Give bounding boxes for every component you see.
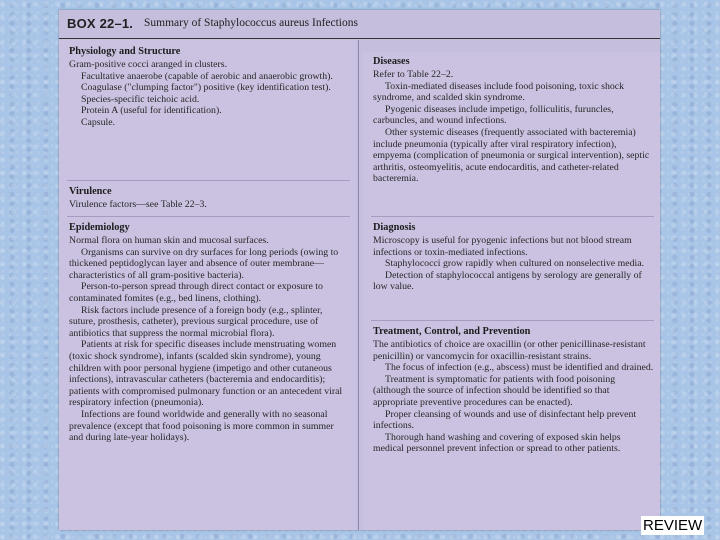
epidemiology-section — [69, 222, 350, 444]
treatment-section — [373, 326, 654, 455]
epidemiology-line: Normal flora on human skin and mucosal surfaces. — [69, 235, 269, 246]
epidemiology-line: Organisms can survive on dry surfaces for long periods (owing to thickened peptidoglycan layer and absence of outer membrane—characteristics of all gram-positive bacteria). — [69, 246, 339, 281]
treatment-line: Treatment is symptomatic for patients with food poisoning (although the source of infection should be identified so that appropriate preventive procedures can be enacted). — [373, 373, 616, 408]
diseases-line: Toxin-mediated diseases include food poisoning, toxic shock syndrome, and scalded skin syndrome. — [373, 80, 625, 104]
diagnosis-section — [373, 222, 654, 293]
physiology-line: Capsule. — [81, 116, 116, 128]
diseases-line: Refer to Table 22–2. — [373, 69, 454, 80]
physiology-line: Species-specific teichoic acid. — [81, 93, 200, 105]
epidemiology-line: Risk factors include presence of a foreign body (e.g., splinter, suture, prosthesis, catheter), previous surgical procedure, use of antibiotics that suppress the normal microbial flora). — [69, 304, 323, 339]
treatment-heading: Treatment, Control, and Prevention — [373, 326, 531, 337]
section-divider — [67, 180, 350, 181]
diseases-section — [373, 56, 654, 185]
left-column — [59, 40, 356, 530]
virulence-line: Virulence factors—see Table 22–3. — [69, 199, 207, 210]
physiology-line: Facultative anaerobe (capable of aerobic and anaerobic growth). — [81, 70, 333, 82]
physiology-section — [69, 46, 350, 129]
column-divider — [358, 40, 359, 530]
box-label: BOX 22–1. — [67, 16, 134, 31]
treatment-line: Thorough hand washing and covering of exposed skin helps medical personnel prevent infection or spread to other patients. — [373, 431, 621, 455]
diseases-line: Other systemic diseases (frequently associated with bacteremia) include pneumonia (typically after viral respiratory infection), empyema (complication of pneumonia or surgical intervention), septic arthritis, osteomyelitis, acute endocarditis, and catheter-related bacteremia. — [373, 126, 650, 185]
epidemiology-line: Infections are found worldwide and generally with no seasonal prevalence (except that food poisoning is more common in summer and during late-year holidays). — [69, 408, 334, 444]
treatment-line: Proper cleansing of wounds and use of disinfectant help prevent infections. — [373, 408, 637, 432]
diagnosis-line: Detection of staphylococcal antigens by serology are generally of low value. — [373, 269, 642, 293]
box-title: Summary of Staphylococcus aureus Infections — [144, 17, 358, 29]
virulence-section — [69, 186, 350, 211]
virulence-heading: Virulence — [69, 186, 112, 197]
box-header — [59, 10, 660, 39]
review-label[interactable]: REVIEW — [643, 517, 703, 534]
diseases-line: Pyogenic diseases include impetigo, folliculitis, furuncles, carbuncles, and wound infections. — [373, 103, 614, 127]
diagnosis-heading: Diagnosis — [373, 222, 416, 233]
section-divider — [67, 216, 350, 217]
treatment-line: The antibiotics of choice are oxacillin (or other penicillinase-resistant penicillin) or vancomycin for oxacillin-resistant strains. — [373, 339, 646, 362]
physiology-line: Gram-positive cocci aranged in clusters. — [69, 59, 228, 70]
physiology-line: Coagulase ("clumping factor") positive (key identification test). — [81, 82, 331, 94]
diseases-heading: Diseases — [373, 56, 410, 67]
diagnosis-line: Staphylococci grow rapidly when cultured on nonselective media. — [385, 258, 644, 270]
epidemiology-line: Patients at risk for specific diseases include menstruating women (toxic shock syndrome), infants (scalded skin syndrome), young children with poor personal hygiene (impetigo and other cutaneous infections), intravascular catheters (bacteremia and endocarditis); patients with compromised pulmonary function or an antecedent viral respiratory infection (pneumonia). — [69, 339, 343, 409]
diagnosis-line: Microscopy is useful for pyogenic infections but not blood stream infections or toxin-mediated infections. — [373, 235, 632, 258]
treatment-line: The focus of infection (e.g., abscess) must be identified and drained. — [385, 362, 654, 374]
physiology-heading: Physiology and Structure — [69, 46, 181, 57]
section-divider — [371, 320, 654, 321]
textbook-page — [59, 10, 660, 530]
right-column — [363, 52, 660, 530]
section-divider — [371, 216, 654, 217]
epidemiology-line: Person-to-person spread through direct contact or exposure to contaminated fomites (e.g., bed linens, clothing). — [69, 281, 323, 304]
physiology-line: Protein A (useful for identification). — [81, 105, 222, 117]
epidemiology-heading: Epidemiology — [69, 222, 130, 233]
